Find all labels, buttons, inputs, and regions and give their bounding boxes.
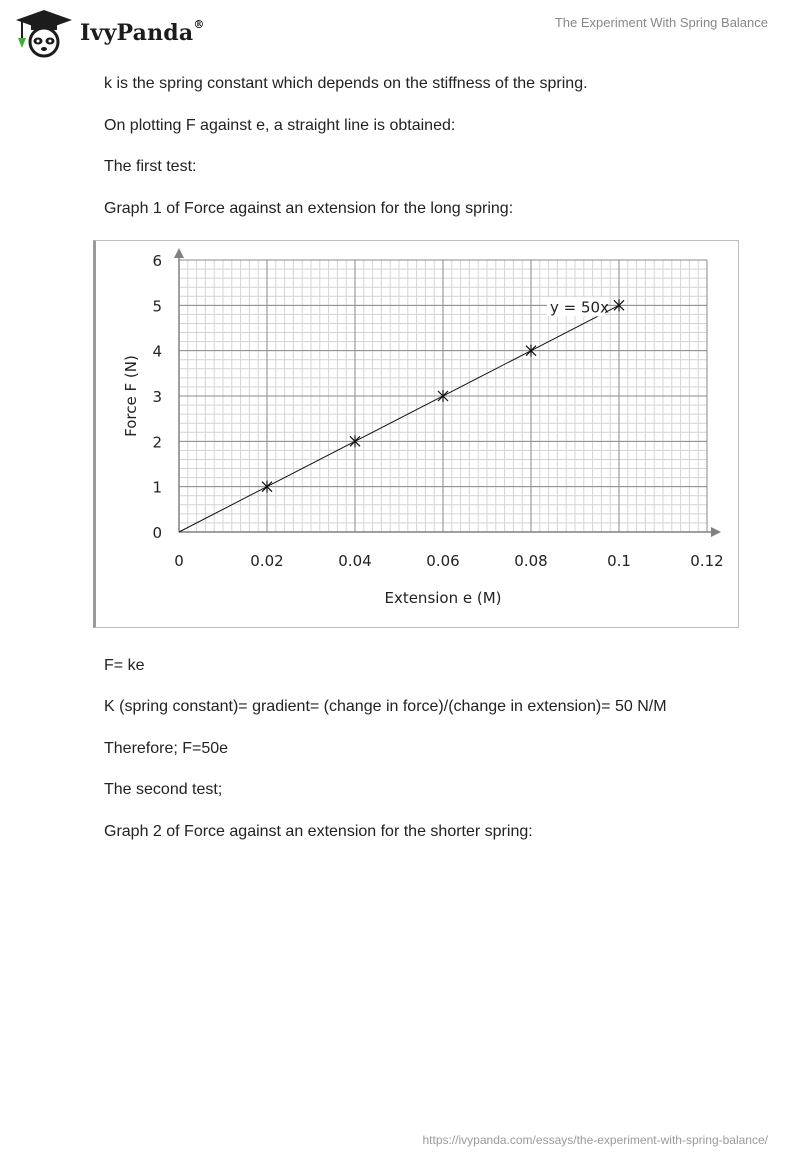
x-tick-label: 0.06 [426,552,460,570]
y-tick-label: 2 [152,433,162,452]
y-tick-label: 5 [152,297,162,316]
paragraph-graph1-caption: Graph 1 of Force against an extension for the long spring: [104,200,514,217]
x-tick-label: 0 [174,552,184,570]
x-tick-label: 0.1 [607,552,631,570]
y-axis-arrow [174,248,184,258]
paragraph-formula: F= ke [104,657,145,674]
x-tick-label: 0.04 [338,552,372,570]
document-title: The Experiment With Spring Balance [554,15,768,30]
source-url[interactable]: https://ivypanda.com/essays/the-experiment-with-spring-balance/ [422,1133,768,1147]
y-tick-label: 4 [152,342,162,361]
paragraph-spring-constant: k is the spring constant which depends on the stiffness of the spring. [104,75,588,92]
y-tick-label: 0 [152,524,162,542]
x-tick-label: 0.08 [514,552,548,570]
page-header [0,0,800,70]
y-tick-label: 1 [152,478,162,497]
y-tick-label: 3 [152,388,162,406]
force-extension-chart [93,240,739,628]
paragraph-gradient: K (spring constant)= gradient= (change in force)/(change in extension)= 50 N/M [104,698,667,715]
paragraph-graph2-caption: Graph 2 of Force against an extension for the shorter spring: [104,823,533,840]
x-tick-label: 0.12 [690,552,724,570]
x-tick-label: 0.02 [250,552,284,570]
y-tick-label: 6 [152,252,162,270]
brand-name: IvyPanda® [80,17,205,46]
paragraph-first-test: The first test: [104,158,197,175]
x-axis-arrow [711,527,721,537]
paragraph-therefore: Therefore; F=50e [104,740,229,757]
brand-logo[interactable] [14,8,205,58]
trendline-label: y = 50x [550,298,609,317]
x-axis-title: Extension e (M) [384,589,502,607]
paragraph-plotting: On plotting F against e, a straight line is obtained: [104,117,456,134]
chart-svg [96,241,739,627]
paragraph-second-test: The second test; [104,781,223,798]
panda-graduation-cap-icon [14,8,74,58]
y-axis-title: Force F (N) [122,355,140,437]
